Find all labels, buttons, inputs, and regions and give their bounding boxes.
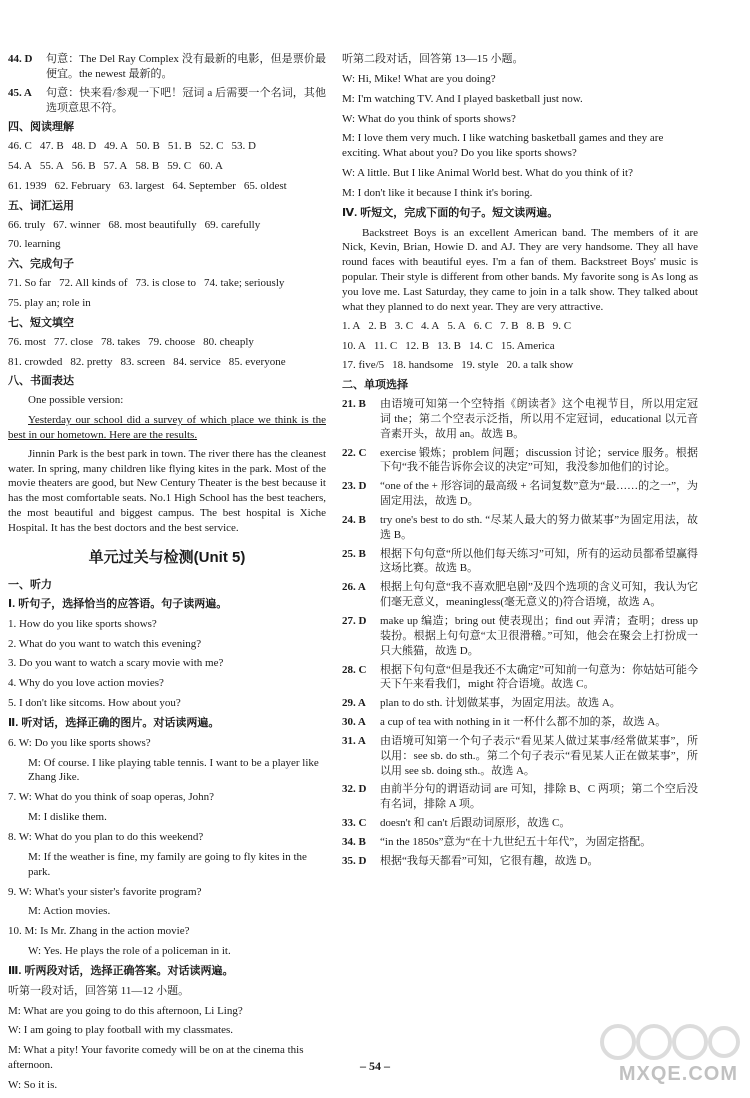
answer-number: 32. D <box>342 783 367 796</box>
reading-answer-item: 62. February <box>54 179 111 192</box>
listening-key-item: 14. C <box>468 339 493 352</box>
answer-number: 22. C <box>342 446 367 459</box>
single-choice-item <box>342 397 698 442</box>
reading-answer-item: 55. A <box>39 160 64 173</box>
listening-key-item: 9. C <box>552 319 572 332</box>
answer-explanation: “in the 1850s”意为“在十九世纪五十年代”，为固定搭配。 <box>380 835 652 848</box>
listening-key-item: 12. B <box>405 339 430 352</box>
answer-item <box>8 86 326 116</box>
answer-number: 23. D <box>342 480 367 493</box>
reading-answer-item: 51. B <box>167 140 192 153</box>
reading-answer-item: 48. D <box>71 140 97 153</box>
listening-key-item: 3. C <box>394 319 414 332</box>
listening-key-item: 4. A <box>421 319 440 332</box>
reading-answer-item: 46. C <box>8 140 32 153</box>
listening-sentence: 3. Do you want to watch a scary movie with me? <box>8 657 224 670</box>
reading-answer-item: 58. B <box>135 160 160 173</box>
answer-explanation: a cup of tea with nothing in it 一杯什么都不加的茶，故选 A。 <box>380 716 667 729</box>
answer-number: 25. B <box>342 547 366 560</box>
answer-explanation: plan to do sth. 计划做某事，为固定用法。故选 A。 <box>380 697 621 710</box>
writing-body: Jinnin Park is the best park in town. The river there has the cleanest water. In spring, many children like flying kites in the park. Most of the movie theaters are good, but New Century Theater is the best because it has the most comfortable seats. No.1 High School has the best teachers, the most beautiful and biggest campus. The best hospital is Xiche Hospital. It has the best doctors and the best service. <box>8 447 326 534</box>
dialog-line: 9. W: What's your sister's favorite program? <box>8 885 202 898</box>
reading-answer-item: 61. 1939 <box>8 179 47 192</box>
single-choice-item <box>342 614 698 659</box>
single-choice-item <box>342 479 698 509</box>
listening-key-item: 1. A <box>342 319 361 332</box>
reading-answer-item: 60. A <box>199 160 223 173</box>
dialog-line: M: Of course. I like playing table tennis. I want to be a player like Zhang Jike. <box>28 756 319 784</box>
answer-explanation: exercise 锻炼；problem 问题；discussion 讨论；service 服务。根据下句“我不能告诉你会议的决定”可知，我没参加他们的讨论。 <box>380 446 698 474</box>
answer-number: 27. D <box>342 615 367 627</box>
cloze-answer-row <box>8 355 326 370</box>
cloze-answer-item: 83. screen <box>120 355 166 368</box>
listening-key-item: 15. America <box>500 339 555 352</box>
reading-answer-item: 49. A <box>104 140 128 153</box>
reading-answer-item: 56. B <box>71 160 96 173</box>
dialog-line: W: So it is. <box>8 1078 58 1091</box>
sentence-answer-item: 73. is close to <box>135 277 197 290</box>
reading-heading: 四、阅读理解 <box>8 121 74 134</box>
dialog-line: 7. W: What do you think of soap operas, John? <box>8 791 215 804</box>
listening-sentence: 2. What do you want to watch this evening? <box>8 637 202 650</box>
listening-part3 <box>8 1004 326 1093</box>
reading-answer-item: 50. B <box>135 140 160 153</box>
single-choice-item <box>342 715 698 730</box>
reading-answer-item: 65. oldest <box>243 179 287 192</box>
reading-answer-item: 59. C <box>167 160 192 173</box>
reading-answer-row <box>8 159 326 174</box>
dialog-line: M: I don't like it because I think it's boring. <box>342 186 533 199</box>
listening-answer-key <box>342 319 698 374</box>
dialog-line: M: What are you going to do this afternoon, Li Ling? <box>8 1004 243 1017</box>
dialog-line: M: What a pity! Your favorite comedy will be on at the cinema this afternoon. <box>8 1044 304 1072</box>
right-column <box>342 52 698 873</box>
listening-key-item: 7. B <box>500 319 519 332</box>
reading-answer-item: 53. D <box>231 140 256 153</box>
dialog2-subheading: 听第二段对话，回答第 13—15 小题。 <box>342 53 524 65</box>
listening-key-row <box>342 339 698 354</box>
answer-number: 45. A <box>8 86 32 99</box>
reading-answers <box>8 139 326 194</box>
reading-answer-item: 52. C <box>199 140 224 153</box>
sentence-answer-item: 75. play an; role in <box>8 296 91 309</box>
sentence-answer-item: 72. All kinds of <box>59 277 128 290</box>
reading-answer-row <box>8 179 326 194</box>
listening-part3-subheading: 听第一段对话，回答第 11—12 小题。 <box>8 984 190 997</box>
answer-number: 33. C <box>342 817 367 830</box>
answer-explanation: “one of the + 形容词的最高级 + 名词复数”意为“最……的之一”，为固定用法，故选 D。 <box>380 480 698 508</box>
vocab-answer-row <box>8 237 326 252</box>
watermark-text: MXQE.COM <box>618 1063 738 1085</box>
single-choice-item <box>342 696 698 711</box>
listening-part2-heading: Ⅱ. 听对话，选择正确的图片。对话读两遍。 <box>8 716 220 729</box>
single-choice-item <box>342 513 698 543</box>
answer-explanation: make up 编造；bring out 使表现出；find out 弄清；查明；dress up 装扮。根据上句句意“太卫很滑稽。”可知，他会在聚会上打扮成一只大熊猫，故选 D。 <box>380 615 698 657</box>
single-choice-item <box>342 782 698 812</box>
listening-part1 <box>8 617 326 711</box>
vocab-heading: 五、词汇运用 <box>8 199 74 212</box>
left-column <box>8 52 326 1098</box>
listening-key-item: 2. B <box>368 319 387 332</box>
sentence-answer-row <box>8 276 326 291</box>
vocab-answer-row <box>8 218 326 233</box>
reading-answer-item: 64. September <box>172 179 236 192</box>
cloze-answer-item: 84. service <box>173 355 221 368</box>
single-choice-answers <box>342 397 698 869</box>
listening-key-item: 6. C <box>473 319 493 332</box>
cloze-answer-item: 76. most <box>8 335 46 348</box>
answer-explanation: 根据“我每天都看”可知，它很有趣，故选 D。 <box>380 854 599 867</box>
answer-explanation: doesn't 和 can't 后跟动词原形，故选 C。 <box>380 817 571 830</box>
answer-explanation: 句意：The Del Ray Complex 没有最新的电影，但是票价最便宜。the newest 最新的。 <box>46 53 326 80</box>
reading-answer-item: 47. B <box>39 140 64 153</box>
dialog2 <box>342 72 698 201</box>
listening-key-item: 11. C <box>373 339 398 352</box>
dialog-line: M: I dislike them. <box>28 811 107 824</box>
single-choice-item <box>342 835 698 850</box>
sentence-answer-row <box>8 296 326 311</box>
listening-key-item: 19. style <box>461 359 499 372</box>
writing-heading: 八、书面表达 <box>8 375 74 388</box>
reading-answer-item: 54. A <box>8 160 32 173</box>
cloze-answer-item: 81. crowded <box>8 355 63 368</box>
answer-item <box>8 52 326 82</box>
listening-heading: 一、听力 <box>8 579 52 592</box>
listening-sentence: 5. I don't like sitcoms. How about you? <box>8 697 181 710</box>
unit-title: 单元过关与检测(Unit 5) <box>88 548 246 566</box>
passage-text: Backstreet Boys is an excellent American band. The members of it are Nick, Kevin, Brian, Howie D. and AJ. They are very handsome. They all have round faces with beautiful eyes. I'm a fan of them. Backstreet Boys' music is popular. Their style is different from other bands. My favorite song is As long as you love me. Last Saturday, they came to join in a talk show. They talked about what they planned to do next year. They are very attractive. <box>342 226 698 313</box>
vocab-answer-item: 67. winner <box>53 218 101 231</box>
sentence-answers <box>8 276 326 311</box>
cloze-answer-item: 78. takes <box>101 335 141 348</box>
writing-version-label: One possible version: <box>28 394 124 407</box>
listening-part2 <box>8 736 326 959</box>
answer-explanation: 根据下句句意“所以他们每天练习”可知，所有的运动员都希望赢得这场比赛。故选 B。 <box>380 547 698 575</box>
answer-explanation: 由前半分句的谓语动词 are 可知，排除 B、C 两项；第二个空后没有名词，排除 A 项。 <box>380 783 698 811</box>
cloze-heading: 七、短文填空 <box>8 316 74 329</box>
vocab-answer-item: 69. carefully <box>204 218 261 231</box>
single-choice-item <box>342 816 698 831</box>
dialog-line: W: Hi, Mike! What are you doing? <box>342 72 496 85</box>
listening-part1-heading: Ⅰ. 听句子，选择恰当的应答语。句子读两遍。 <box>8 597 228 610</box>
dialog-line: W: I am going to play football with my classmates. <box>8 1024 234 1037</box>
listening-key-item: 18. handsome <box>392 359 454 372</box>
listening-key-item: 8. B <box>526 319 545 332</box>
dialog-line: M: Action movies. <box>28 905 111 918</box>
cloze-answer-item: 82. pretty <box>70 355 113 368</box>
vocab-answer-item: 66. truly <box>8 218 46 231</box>
vocab-answer-item: 68. most beautifully <box>108 218 197 231</box>
listening-key-item: 5. A <box>447 319 466 332</box>
dialog-line: 6. W: Do you like sports shows? <box>8 736 151 749</box>
single-choice-item <box>342 547 698 577</box>
listening-key-row <box>342 319 698 334</box>
answer-number: 30. A <box>342 716 366 729</box>
page-number: – 54 – <box>360 1059 390 1073</box>
listening-key-item: 17. five/5 <box>342 359 385 372</box>
listening-key-item: 13. B <box>437 339 461 352</box>
sentences-heading: 六、完成句子 <box>8 258 74 271</box>
cloze-answer-item: 85. everyone <box>228 355 286 368</box>
answer-number: 26. A <box>342 581 366 594</box>
cloze-answer-item: 79. choose <box>148 335 196 348</box>
answer-number: 31. A <box>342 734 366 747</box>
dialog-line: 10. M: Is Mr. Zhang in the action movie? <box>8 925 190 938</box>
answer-number: 28. C <box>342 663 367 676</box>
listening-key-row <box>342 358 698 373</box>
vocab-answers <box>8 218 326 253</box>
dialog-line: M: I love them very much. I like watching basketball games and they are exciting. What about you? Do you like sports shows? <box>342 132 664 160</box>
sentence-answer-item: 74. take; seriously <box>204 277 285 290</box>
listening-part3-heading: Ⅲ. 听两段对话，选择正确答案。对话读两遍。 <box>8 964 234 977</box>
answer-number: 35. D <box>342 854 367 867</box>
answer-explanation: try one's best to do sth. “尽某人最大的努力做某事”为固定用法，故选 B。 <box>380 513 698 541</box>
answer-number: 21. B <box>342 398 366 411</box>
dialog-line: W: Yes. He plays the role of a policeman in it. <box>28 945 231 958</box>
answer-number: 44. D <box>8 53 33 65</box>
answer-explanation: 由语境可知第一个句子表示“看见某人做过某事/经常做某事”，所以用：see sb. do sth.。第二个句子表示“看见某人正在做某事”，所以用 see sb. doing sth.。故选 A。 <box>380 734 698 777</box>
sentence-answer-item: 71. So far <box>8 277 52 290</box>
listening-sentence: 1. How do you like sports shows? <box>8 617 157 630</box>
answer-number: 34. B <box>342 835 366 848</box>
vocab-answer-item: 70. learning <box>8 238 61 251</box>
listening-key-item: 10. A <box>342 339 366 352</box>
writing-intro: Yesterday our school did a survey of which place we think is the best in our hometown. Here are the results. <box>8 414 326 441</box>
cloze-answer-item: 77. close <box>53 335 94 348</box>
reading-answer-item: 63. largest <box>118 179 165 192</box>
single-choice-item <box>342 663 698 693</box>
answer-explanation: 由语境可知第一个空特指《朗读者》这个电视节目，所以用定冠词 the；第二个空表示泛指，所以用不定冠词，educational 以元音音素开头，故用 an。故选 B。 <box>380 398 698 440</box>
listening-key-item: 20. a talk show <box>506 359 574 372</box>
single-choice-item <box>342 580 698 610</box>
cloze-answers <box>8 335 326 370</box>
listening-sentence: 4. Why do you love action movies? <box>8 677 164 690</box>
reading-answer-row <box>8 139 326 154</box>
answer-explanation: 句意：快来看/参观一下吧！冠词 a 后需要一个名词，其他选项意思不符。 <box>46 86 326 114</box>
reading-answer-item: 57. A <box>103 160 128 173</box>
single-choice-item <box>342 734 698 779</box>
cloze-answer-row <box>8 335 326 350</box>
dialog-line: W: What do you think of sports shows? <box>342 112 516 125</box>
cloze-answer-item: 80. cheaply <box>203 335 254 348</box>
single-choice-item <box>342 854 698 869</box>
passage-heading: Ⅳ. 听短文，完成下面的句子。短文读两遍。 <box>342 206 559 219</box>
answer-explanation: 根据上句句意“我不喜欢肥皂剧”及四个选项的含义可知，我认为它们毫无意义，meaningless(毫无意义的)符合语境，故选 A。 <box>380 581 698 609</box>
dialog-line: M: I'm watching TV. And I played basketball just now. <box>342 92 583 105</box>
single-choice-item <box>342 446 698 476</box>
answer-number: 24. B <box>342 513 366 526</box>
dialog-line: M: If the weather is fine, my family are going to fly kites in the park. <box>28 850 307 878</box>
single-choice-heading: 二、单项选择 <box>342 379 408 392</box>
answer-explanation: 根据下句句意“但是我还不太确定”可知前一句意为：你姑姑可能今天下午来看我们，might 符合语境。故选 C。 <box>380 663 698 691</box>
dialog-line: 8. W: What do you plan to do this weekend? <box>8 831 204 843</box>
dialog-line: W: A little. But I like Animal World best. What do you think of it? <box>342 167 633 180</box>
answer-number: 29. A <box>342 697 366 710</box>
intro-answers <box>8 52 326 115</box>
